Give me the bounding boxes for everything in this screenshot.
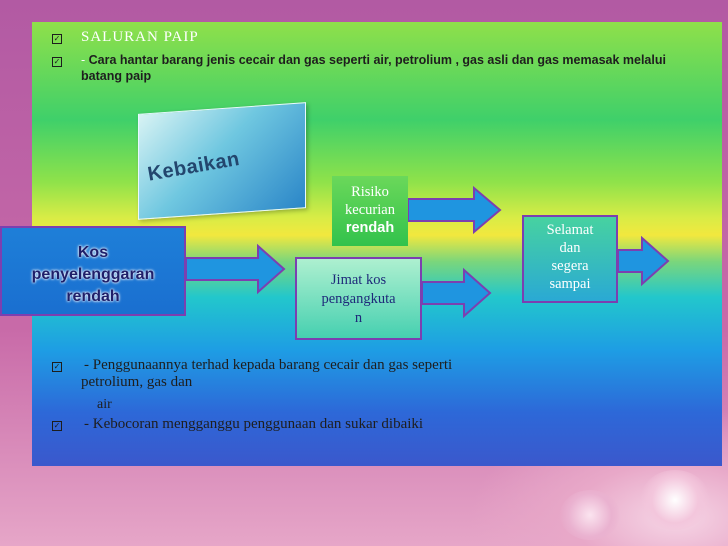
selamat-line2: dan [559,240,581,256]
slide-title: SALURAN PAIP [81,29,199,45]
selamat-line1: Selamat [546,222,594,238]
flower-petal-decoration [560,490,620,540]
jimat-line1: Jimat kos [330,272,387,288]
selamat-label [522,221,618,293]
keburukan-item1-line2: petrolium, gas dan [81,374,193,390]
block-arrow-icon [408,188,502,232]
block-arrow-icon [186,246,286,292]
jimat-line2: pengangkuta [321,291,396,307]
kos-line1: Kos [77,244,109,261]
risiko-label [326,183,414,237]
block-arrow-icon [422,270,492,316]
block-arrow-icon [618,238,670,284]
kos-line2: penyelenggaran [31,266,155,283]
selamat-line3: segera [551,258,589,274]
kebaikan-label: Kebaikan [146,147,242,186]
kos-line3: rendah [66,288,120,305]
selamat-line4: sampai [549,276,591,292]
risiko-line3: rendah [345,220,395,236]
square-bullet-icon: ✓ [53,34,61,43]
flower-petal-decoration [640,470,710,530]
square-bullet-icon: ✓ [53,421,61,430]
square-bullet-icon: ✓ [53,57,61,66]
jimat-label [298,271,419,328]
keburukan-item1-line1: - Penggunaannya terhad kepada barang cecair dan gas seperti [84,357,453,373]
jimat-line3: n [354,310,363,326]
kos-label [0,242,186,308]
keburukan-item1-line3: air [97,397,112,412]
risiko-line2: kecurian [345,202,395,218]
description-dash: - [81,53,89,67]
square-bullet-icon: ✓ [53,362,61,371]
risiko-line1: Risiko [351,184,389,200]
description-text: Cara hantar barang jenis cecair dan gas seperti air, petrolium , gas asli dan gas memasak melalui batang paip [81,53,666,83]
keburukan-item2: - Kebocoran mengganggu penggunaan dan sukar dibaiki [84,416,424,432]
slide-description [81,52,681,84]
